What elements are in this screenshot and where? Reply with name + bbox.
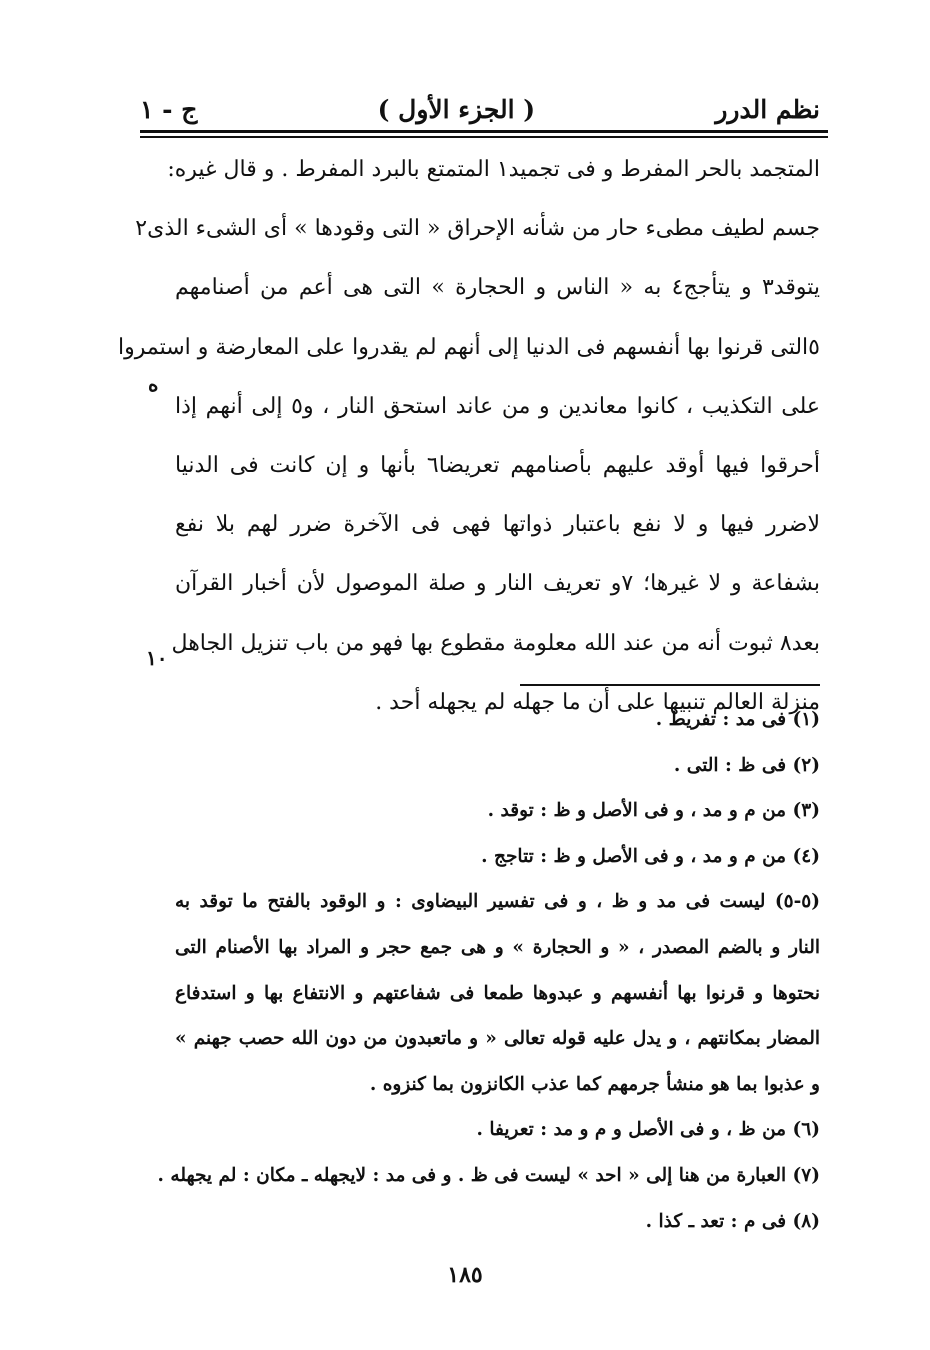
footnote: (٥-٥) ليست فى مد و ظ ، و فى تفسير البيضاوى : و الوقود بالفتح ما توقد به — [175, 891, 820, 913]
footnote: (٧) العبارة من هنا إلى « احد » ليست فى ظ . و فى مد : لايجهله ـ مكان : لم يجهله . — [157, 1164, 820, 1186]
book-title: نظم الدرر — [715, 95, 820, 124]
footnote: (٤) من م و مد ، و فى الأصل و ظ : تتاجج . — [481, 845, 820, 867]
footnote: نحتوها و قرنوا بها أنفسهم و عبدوها طمعا فى شفاعتهم و الانتفاع بها و استدفاع — [175, 982, 820, 1004]
footnotes — [157, 697, 820, 1244]
footnote: النار و بالضم المصدر ، « و الحجارة » و هى جمع حجر و المراد بها الأصنام التى — [175, 936, 820, 958]
text-line: جسم لطيف مطىء حار من شأنه الإحراق « التى وقودها » أى الشىء الذى٢ — [135, 216, 820, 242]
footnote: و عذبوا بما هو منشأ جرمهم كما عذب الكانزون بما كنزوه . — [369, 1073, 820, 1095]
text-line: بعد٨ ثبوت أنه من عند الله معلومة مقطوع بها فهو من باب تنزيل الجاهل — [171, 630, 820, 656]
margin-mark: ه — [148, 372, 159, 396]
footnote: (٨) فى م : تعد ـ كذا . — [645, 1210, 820, 1232]
volume-label: ج - ١ — [140, 95, 198, 124]
footnote: (٢) فى ظ : التى . — [673, 754, 820, 776]
text-line: ٥التى قرنوا بها أنفسهم فى الدنيا إلى أنهم لم يقدروا على المعارضة و استمروا — [118, 334, 820, 360]
running-header — [140, 80, 820, 124]
text-line: بشفاعة و لا غيرها؛ ٧و تعريف النار و صلة الموصول لأن أخبار القرآن — [175, 571, 821, 597]
footnote: (١) فى مد : تفريط . — [655, 709, 820, 730]
text-line: لاضرر فيها و لا نفع باعتبار ذواتها فهى فى الآخرة ضرر لهم بلا نفع — [175, 512, 820, 538]
text-line: يتوقد٣ و يتأجج٤ به « الناس و الحجارة » التى هى أعم من أصنامهم — [175, 275, 820, 301]
text-line: أحرقوا فيها أوقد عليهم بأصنامهم تعريضا٦ بأنها و إن كانت فى الدنيا — [175, 452, 821, 478]
footnote: (٦) من ظ ، و فى الأصل و م و مد : تعريفا . — [476, 1119, 820, 1141]
header-rule — [140, 130, 828, 138]
footnote-separator — [520, 684, 820, 686]
page-number: ١٨٥ — [447, 1262, 483, 1288]
part-label: ( الجزء الأول ) — [377, 95, 536, 124]
text-line: المتجمد بالحر المفرط و فى تجميد١ المتمتع بالبرد المفرط . و قال غيره: — [167, 157, 820, 182]
footnote: (٣) من م و مد ، و فى الأصل و ظ : توقد . — [487, 800, 820, 822]
text-line: منزلة العالم تنبيها على أن ما جهله لم يجهله أحد . — [375, 689, 820, 715]
footnote: المضار بمكانتهم ، و يدل عليه قوله تعالى « و ماتعبدون من دون الله حصب جهنم » — [175, 1028, 820, 1050]
margin-line-number: ١٠ — [146, 646, 168, 670]
text-line: على التكذيب ، كانوا معاندين و من عاند استحق النار ، و٥ إلى أنهم إذا — [175, 393, 820, 419]
